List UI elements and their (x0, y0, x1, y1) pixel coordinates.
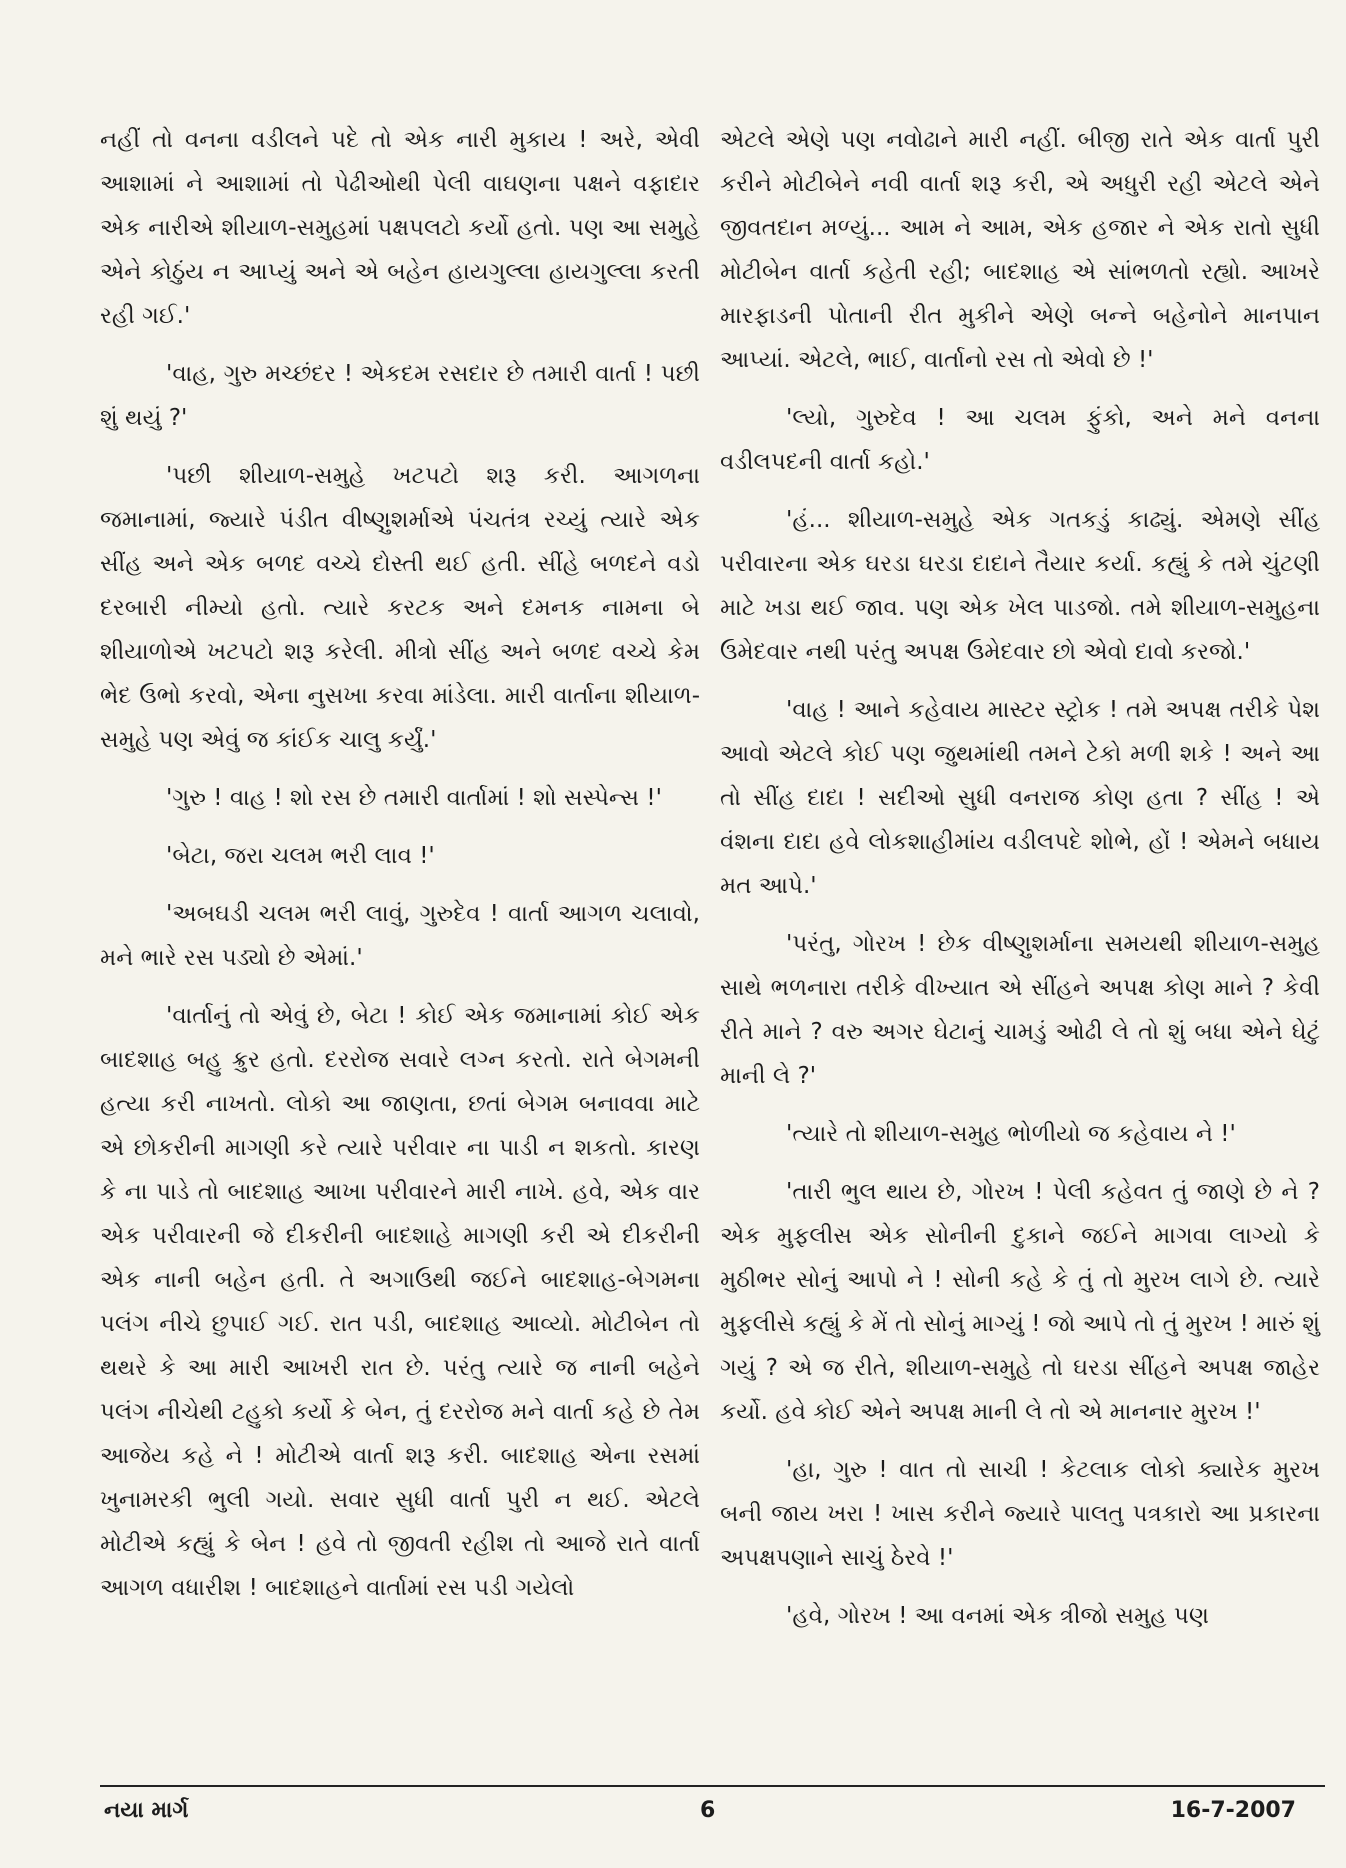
paragraph: 'અબઘડી ચલમ ભરી લાવું, ગુરુદેવ ! વાર્તા આગળ ચલાવો, મને ભારે રસ પડ્યો છે એમાં.' (100, 901, 700, 971)
paragraph: એટલે એણે પણ નવોઢાને મારી નહીં. બીજી રાતે એક વાર્તા પુરી કરીને મોટીબેને નવી વાર્તા શરૂ કરી, એ અધુરી રહી એટલે એને જીવતદાન મળ્યું... આમ ને આમ, એક હજાર ને એક રાતો સુધી મોટીબેન વાર્તા કહેતી રહી; બાદશાહ એ સાંભળતો રહ્યો. આખરે મારફાડની પોતાની રીત મુકીને એણે બન્ને બહેનોને માનપાન આપ્યાં. એટલે, ભાઈ, વાર્તાનો રસ તો એવો છે !' (720, 127, 1320, 373)
paragraph: 'ત્યારે તો શીયાળ-સમુહ ભોળીયો જ કહેવાય ને !' (786, 1121, 1236, 1147)
paragraph: 'હા, ગુરુ ! વાત તો સાચી ! કેટલાક લોકો ક્યારેક મુરખ બની જાય ખરા ! ખાસ કરીને જ્યારે પાલતુ પત્રકારો આ પ્રકારના અપક્ષપણાને સાચું ઠેરવે !' (720, 1457, 1320, 1571)
paragraph: 'પછી શીયાળ-સમુહે ખટપટો શરૂ કરી. આગળના જમાનામાં, જ્યારે પંડીત વીષ્ણુશર્માએ પંચતંત્ર રચ્યું ત્યારે એક સીંહ અને એક બળદ વચ્ચે દોસ્તી થઈ હતી. સીંહે બળદને વડો દરબારી નીમ્યો હતો. ત્યારે કરટક અને દમનક નામના બે શીયાળોએ ખટપટો શરૂ કરેલી. મીત્રો સીંહ અને બળદ વચ્ચે કેમ ભેદ ઉભો કરવો, એના નુસખા કરવા માંડેલા. મારી વાર્તાના શીયાળ-સમુહે પણ એવું જ કાંઈક ચાલુ કર્યું.' (100, 463, 700, 753)
right-column (720, 118, 1320, 1652)
page-number: 6 (700, 1798, 716, 1823)
left-column (100, 118, 700, 1624)
paragraph: નહીં તો વનના વડીલને પદે તો એક નારી મુકાય ! અરે, એવી આશામાં ને આશામાં તો પેઢીઓથી પેલી વાઘણના પક્ષને વફાદાર એક નારીએ શીયાળ-સમુહમાં પક્ષપલટો કર્યો હતો. પણ આ સમુહે એને કોઠુંય ન આપ્યું અને એ બહેન હાયગુલ્લા હાયગુલ્લા કરતી રહી ગઈ.' (100, 127, 700, 329)
paragraph: 'હં... શીયાળ-સમુહે એક ગતકડું કાઢ્યું. એમણે સીંહ પરીવારના એક ઘરડા ઘરડા દાદાને તૈયાર કર્યા. કહ્યું કે તમે ચુંટણી માટે ખડા થઈ જાવ. પણ એક ખેલ પાડજો. તમે શીયાળ-સમુહના ઉમેદવાર નથી પરંતુ અપક્ષ ઉમેદવાર છો એવો દાવો કરજો.' (720, 507, 1320, 665)
paragraph: 'બેટા, જરા ચલમ ભરી લાવ !' (166, 843, 435, 869)
paragraph: 'વાર્તાનું તો એવું છે, બેટા ! કોઈ એક જમાનામાં કોઈ એક બાદશાહ બહુ ક્રુર હતો. દરરોજ સવારે લગ્ન કરતો. રાતે બેગમની હત્યા કરી નાખતો. લોકો આ જાણતા, છતાં બેગમ બનાવવા માટે એ છોકરીની માગણી કરે ત્યારે પરીવાર ના પાડી ન શકતો. કારણ કે ના પાડે તો બાદશાહ આખા પરીવારને મારી નાખે. હવે, એક વાર એક પરીવારની જે દીકરીની બાદશાહે માગણી કરી એ દીકરીની એક નાની બહેન હતી. તે અગાઉથી જઈને બાદશાહ-બેગમના પલંગ નીચે છુપાઈ ગઈ. રાત પડી, બાદશાહ આવ્યો. મોટીબેન તો થથરે કે આ મારી આખરી રાત છે. પરંતુ ત્યારે જ નાની બહેને પલંગ નીચેથી ટહુકો કર્યો કે બેન, તું દરરોજ મને વાર્તા કહે છે તેમ આજેય કહે ને ! મોટીએ વાર્તા શરૂ કરી. બાદશાહ એના રસમાં ખુનામરકી ભુલી ગયો. સવાર સુધી વાર્તા પુરી ન થઈ. એટલે મોટીએ કહ્યું કે બેન ! હવે તો જીવતી રહીશ તો આજે રાતે વાર્તા આગળ વધારીશ ! બાદશાહને વાર્તામાં રસ પડી ગયેલો (100, 1003, 700, 1601)
paragraph: 'લ્યો, ગુરુદેવ ! આ ચલમ ફુંકો, અને મને વનના વડીલપદની વાર્તા કહો.' (720, 405, 1320, 475)
issue-date: 16-7-2007 (1170, 1798, 1296, 1823)
footer-divider (100, 1785, 1325, 1787)
paragraph: 'હવે, ગોરખ ! આ વનમાં એક ત્રીજો સમુહ પણ (786, 1603, 1209, 1629)
paragraph: 'વાહ ! આને કહેવાય માસ્ટર સ્ટ્રોક ! તમે અપક્ષ તરીકે પેશ આવો એટલે કોઈ પણ જુથમાંથી તમને ટેકો મળી શકે ! અને આ તો સીંહ દાદા ! સદીઓ સુધી વનરાજ કોણ હતા ? સીંહ ! એ વંશના દાદા હવે લોકશાહીમાંય વડીલપદે શોભે, હોં ! એમને બધાય મત આપે.' (720, 697, 1320, 899)
paragraph: 'પરંતુ, ગોરખ ! છેક વીષ્ણુશર્માના સમયથી શીયાળ-સમુહ સાથે ભળનારા તરીકે વીખ્યાત એ સીંહને અપક્ષ કોણ માને ? કેવી રીતે માને ? વરુ અગર ઘેટાનું ચામડું ઓઢી લે તો શું બધા એને ઘેટું માની લે ?' (720, 931, 1320, 1089)
paragraph: 'ગુરુ ! વાહ ! શો રસ છે તમારી વાર્તામાં ! શો સસ્પેન્સ !' (166, 785, 662, 811)
paragraph: 'વાહ, ગુરુ મચ્છંદર ! એકદમ રસદાર છે તમારી વાર્તા ! પછી શું થયું ?' (100, 361, 700, 431)
paragraph: 'તારી ભુલ થાય છે, ગોરખ ! પેલી કહેવત તું જાણે છે ને ? એક મુફલીસ એક સોનીની દુકાને જઈને માગવા લાગ્યો કે મુઠીભર સોનું આપો ને ! સોની કહે કે તું તો મુરખ લાગે છે. ત્યારે મુફલીસે કહ્યું કે મેં તો સોનું માગ્યું ! જો આપે તો તું મુરખ ! મારું શું ગયું ? એ જ રીતે, શીયાળ-સમુહે તો ઘરડા સીંહને અપક્ષ જાહેર કર્યો. હવે કોઈ એને અપક્ષ માની લે તો એ માનનાર મુરખ !' (720, 1179, 1320, 1425)
publication-name: નયા માર્ગ (104, 1798, 189, 1823)
